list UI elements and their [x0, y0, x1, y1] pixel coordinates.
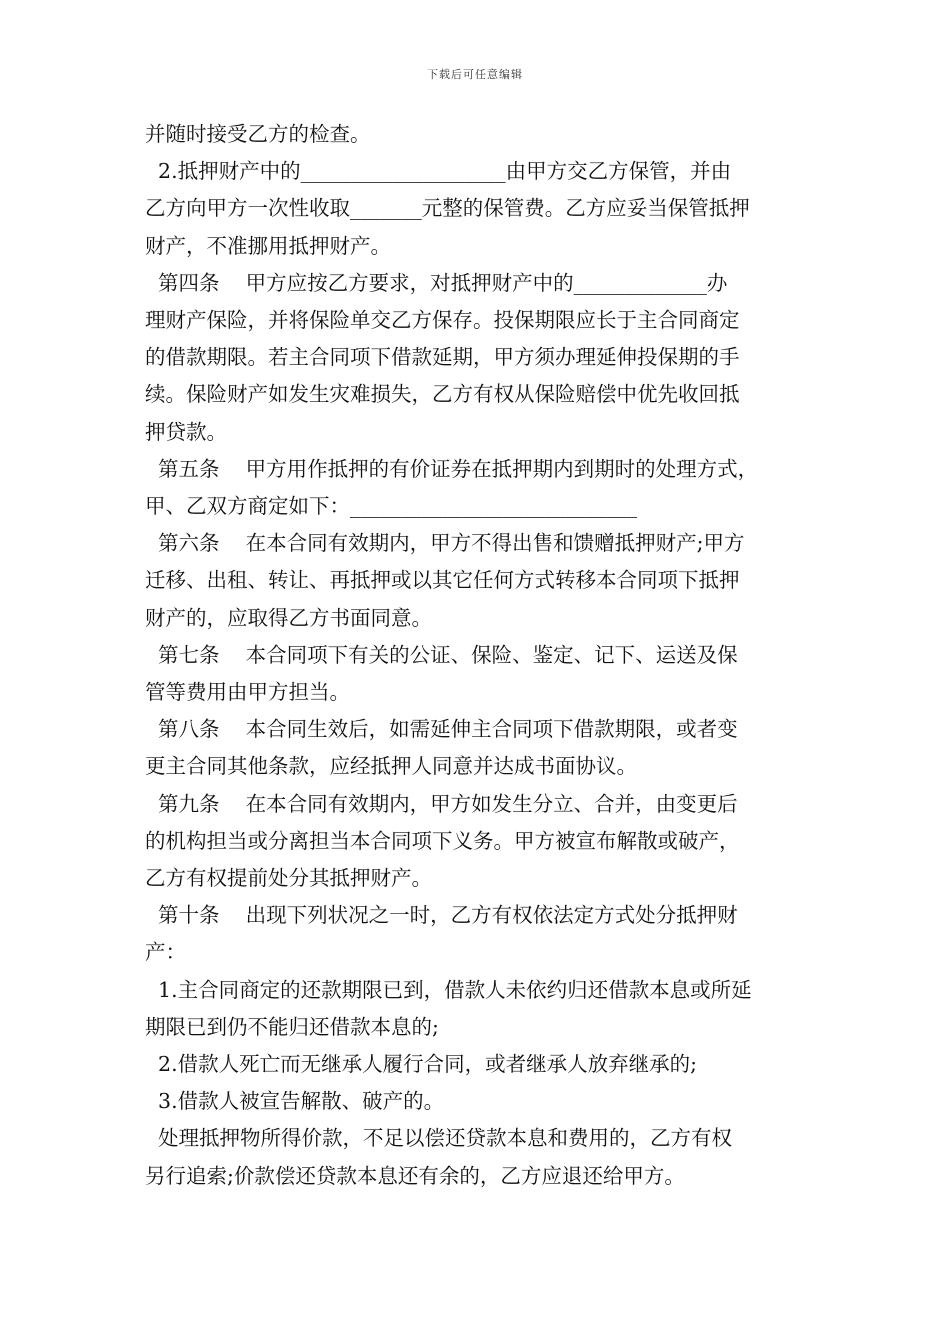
text-line: 1.主合同商定的还款期限已到，借款人未依约归还借款本息或所延 [145, 977, 752, 1002]
text-line: 3.借款人被宣告解散、破产的。 [145, 1089, 445, 1114]
text-line: 乙方有权提前处分其抵押财产。 [145, 866, 432, 891]
text-line: 更主合同其他条款，应经抵押人同意并达成书面协议。 [145, 754, 637, 779]
page-header: 下载后可任意编辑 [427, 68, 523, 81]
text-line: 第七条 本合同项下有关的公证、保险、鉴定、记下、运送及保 [145, 642, 738, 667]
document-body [145, 116, 810, 1195]
text-line: 押贷款。 [145, 419, 227, 444]
text-line: 期限已到仍不能归还借款本息的; [145, 1014, 439, 1039]
text-line: 财产的，应取得乙方书面同意。 [145, 605, 432, 630]
text-line: 2.借款人死亡而无继承人履行合同，或者继承人放弃继承的; [145, 1052, 698, 1077]
text-line: 乙方向甲方一次性收取_______元整的保管费。乙方应妥当保管抵押 [145, 196, 750, 221]
text-line: 第十条 出现下列状况之一时，乙方有权依法定方式处分抵押财 [145, 903, 738, 928]
text-line: 的机构担当或分离担当本合同项下义务。甲方被宣布解散或破产， [145, 828, 740, 853]
text-line: 的借款期限。若主合同项下借款延期，甲方须办理延伸投保期的手 [145, 345, 740, 370]
text-line: 续。保险财产如发生灾难损失，乙方有权从保险赔偿中优先收回抵 [145, 382, 740, 407]
text-line: 2.抵押财产中的____________________由甲方交乙方保管，并由 [145, 159, 732, 184]
text-line: 并随时接受乙方的检查。 [145, 122, 371, 146]
text-line: 管等费用由甲方担当。 [145, 680, 350, 705]
text-line: 产： [145, 940, 186, 965]
text-line: 第八条 本合同生效后，如需延伸主合同项下借款期限，或者变 [145, 717, 738, 742]
text-line: 第九条 在本合同有效期内，甲方如发生分立、合并，由变更后 [145, 791, 738, 816]
text-line: 第五条 甲方用作抵押的有价证券在抵押期内到期时的处理方式， [145, 456, 759, 481]
text-line: 第六条 在本合同有效期内，甲方不得出售和馈赠抵押财产;甲方 [145, 531, 745, 556]
text-line: 处理抵押物所得价款，不足以偿还贷款本息和费用的，乙方有权 [145, 1126, 733, 1151]
text-line: 另行追索;价款偿还贷款本息还有余的，乙方应退还给甲方。 [145, 1163, 685, 1188]
text-line: 第四条 甲方应按乙方要求，对抵押财产中的_____________办 [145, 270, 728, 295]
text-line: 迁移、出租、转让、再抵押或以其它任何方式转移本合同项下抵押 [145, 568, 740, 593]
text-line: 甲、乙双方商定如下：____________________________ [145, 494, 637, 519]
text-line: 理财产保险，并将保险单交乙方保存。投保期限应长于主合同商定 [145, 308, 740, 333]
text-line: 财产，不准挪用抵押财产。 [145, 233, 391, 258]
